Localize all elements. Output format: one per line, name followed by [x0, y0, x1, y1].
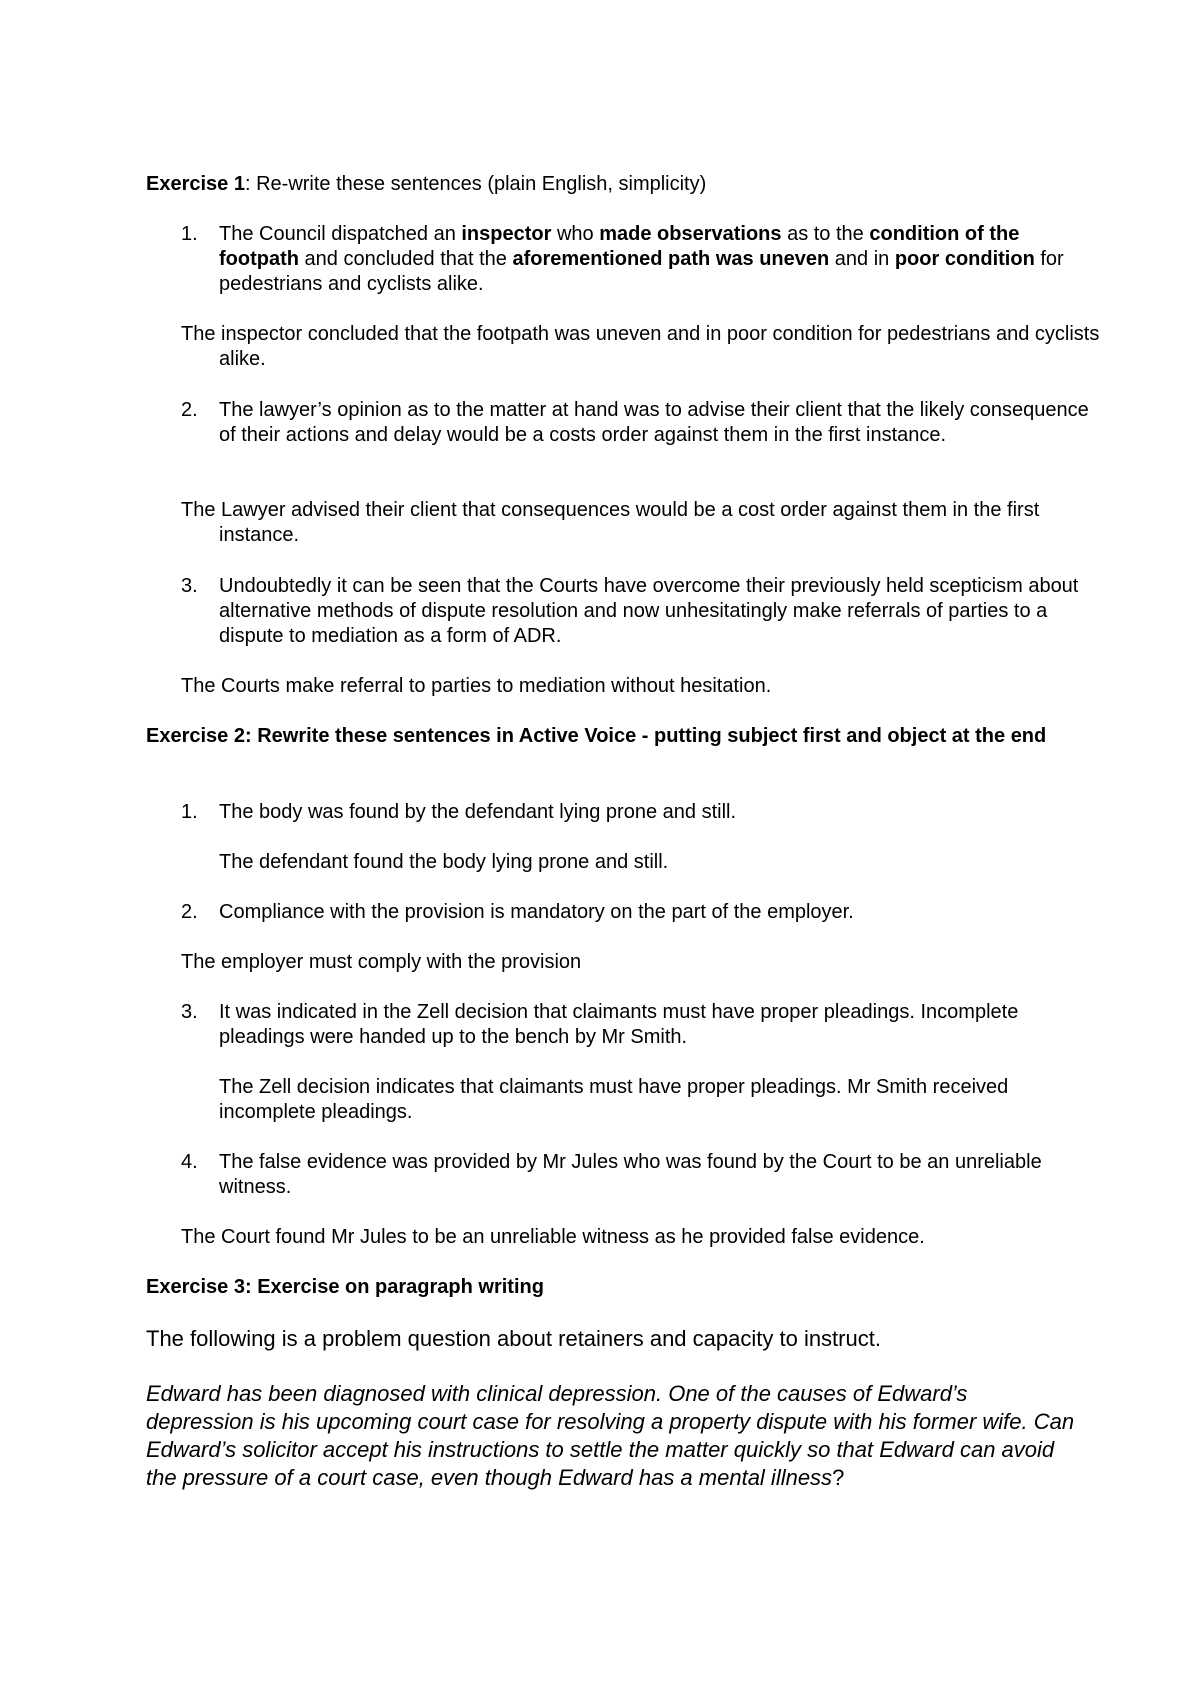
- ex1-q1-number: 1.: [181, 223, 198, 245]
- ex2-q1-answer: The defendant found the body lying prone and still.: [219, 851, 669, 873]
- ex2-q4-number: 4.: [181, 1151, 198, 1173]
- ex2-q3-number: 3.: [181, 1001, 198, 1023]
- exercise-3-heading: Exercise 3: Exercise on paragraph writing: [146, 1276, 544, 1298]
- ex2-q1-text: The body was found by the defendant lying prone and still.: [219, 801, 737, 823]
- exercise-1-instruction: : Re-write these sentences (plain English, simplicity): [244, 173, 707, 195]
- exercise-3-problem: Edward has been diagnosed with clinical depression. One of the causes of Edward’s depression is his upcoming court case for resolving a property dispute with his former wife. Can Edward’s solicitor accept his instructions to settle the matter quickly so that Edward can avoid the pressure of a court case, even though Edward has a mental illness?: [146, 1381, 1075, 1490]
- exercise-1-heading: [146, 172, 1086, 197]
- ex2-q2-answer: The employer must comply with the provision: [181, 951, 582, 973]
- ex1-q2-text: The lawyer’s opinion as to the matter at hand was to advise their client that the likely consequence of their actions and delay would be a costs order against them in the first instance.: [219, 399, 1089, 446]
- ex2-q2-text: Compliance with the provision is mandatory on the part of the employer.: [219, 901, 854, 923]
- ex2-q4-text: The false evidence was provided by Mr Jules who was found by the Court to be an unreliable witness.: [219, 1151, 1042, 1198]
- ex1-q1-text: The Council dispatched an inspector who made observations as to the condition of the footpath and concluded that the aforementioned path was uneven and in poor condition for pedestrians and cyclists alike.: [219, 223, 1064, 295]
- ex1-q3-text: Undoubtedly it can be seen that the Courts have overcome their previously held scepticism about alternative methods of dispute resolution and now unhesitatingly make referrals of parties to a dispute to mediation as a form of ADR.: [219, 575, 1079, 647]
- exercise-2-heading: Exercise 2: Rewrite these sentences in Active Voice - putting subject first and object at the end: [146, 725, 1047, 747]
- ex1-q3-number: 3.: [181, 575, 198, 597]
- ex1-q2-number: 2.: [181, 399, 198, 421]
- ex2-q3-answer: The Zell decision indicates that claimants must have proper pleadings. Mr Smith received incomplete pleadings.: [219, 1076, 1009, 1123]
- exercise-3-intro: The following is a problem question about retainers and capacity to instruct.: [146, 1326, 881, 1351]
- ex2-q4-answer: The Court found Mr Jules to be an unreliable witness as he provided false evidence.: [181, 1226, 925, 1248]
- ex1-q3-answer: The Courts make referral to parties to mediation without hesitation.: [181, 675, 772, 697]
- ex2-q2-number: 2.: [181, 901, 198, 923]
- exercise-1-label: Exercise 1: [146, 173, 245, 195]
- ex1-q1-answer: The inspector concluded that the footpath was uneven and in poor condition for pedestrians and cyclists alike.: [181, 323, 1100, 370]
- ex2-q3-text: It was indicated in the Zell decision that claimants must have proper pleadings. Incomplete pleadings were handed up to the bench by Mr Smith.: [219, 1001, 1019, 1048]
- ex1-q2-answer: The Lawyer advised their client that consequences would be a cost order against them in the first instance.: [181, 499, 1040, 546]
- ex2-q1-number: 1.: [181, 801, 198, 823]
